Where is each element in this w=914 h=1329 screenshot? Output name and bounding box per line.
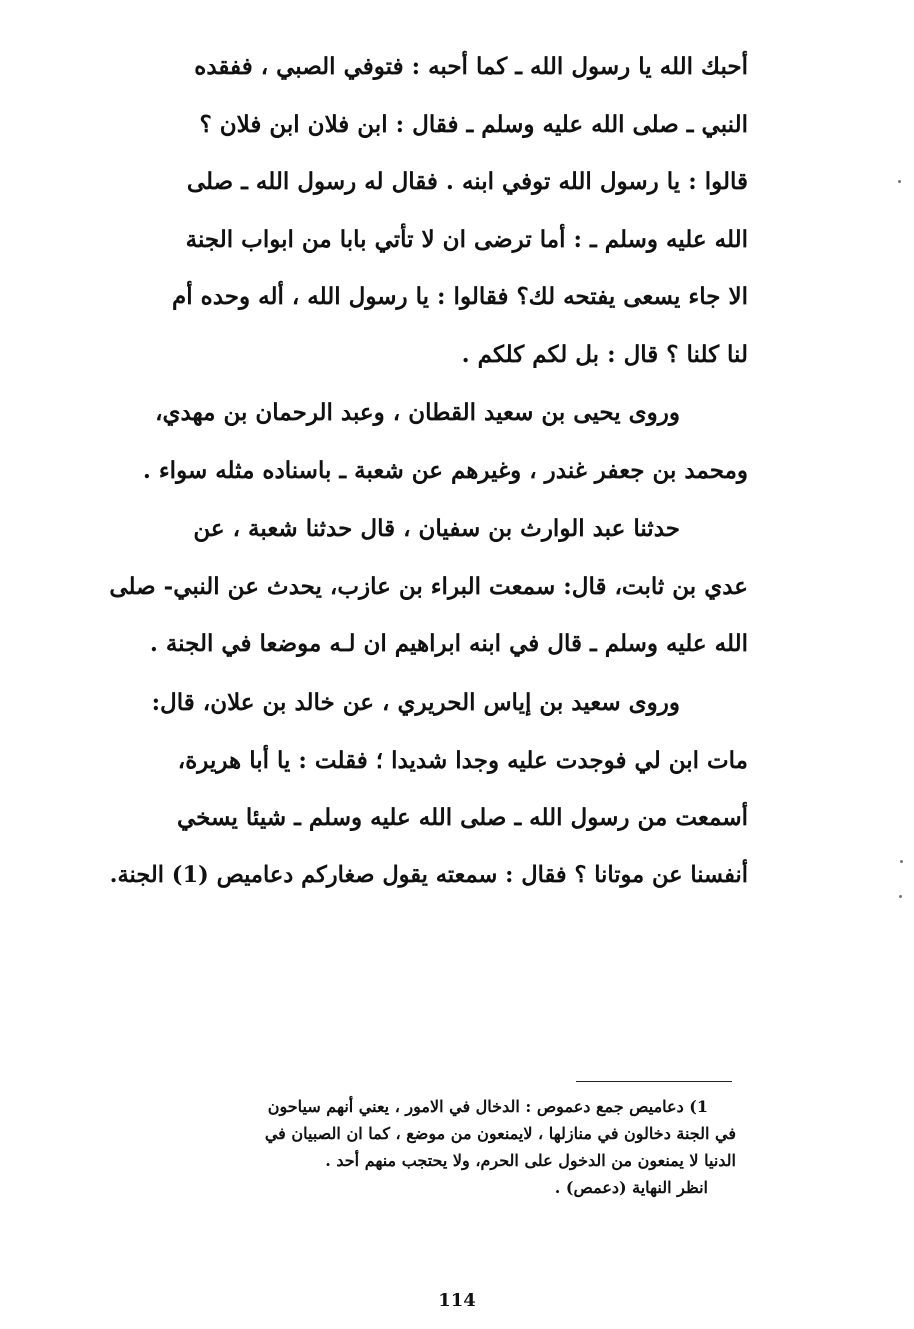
scan-speck	[898, 180, 901, 183]
scan-speck	[900, 860, 903, 863]
paragraph-1	[100, 38, 748, 383]
footnote	[92, 1093, 736, 1201]
text-line: النبي ـ صلى الله عليه وسلم ـ فقال : ابن فلان ابن فلان ؟	[199, 110, 748, 138]
scan-speck	[899, 895, 902, 898]
text-line: أنفسنا عن موتانا ؟ فقال : سمعته يقول صغاركم دعاميص (1) الجنة.	[109, 861, 748, 888]
text-line: أحبك الله يا رسول الله ـ كما أحبه : فتوفي الصبي ، ففقده	[194, 53, 748, 80]
text-line: الله عليه وسلم ـ قال في ابنه ابراهيم ان لـه موضعا في الجنة .	[149, 630, 748, 657]
page-number: 114	[438, 1290, 476, 1311]
text-line: ومحمد بن جعفر غندر ، وغيرهم عن شعبة ـ باسناده مثله سواء .	[142, 456, 748, 484]
paragraph-3	[100, 500, 748, 673]
text-line: مات ابن لي فوجدت عليه وجدا شديدا ؛ فقلت : يا أبا هريرة،	[177, 746, 748, 774]
footnote-line: 1) دعاميص جمع دعموص : الدخال في الامور ، يعني أنهم سياحون	[267, 1097, 708, 1116]
paragraph-4	[100, 674, 748, 904]
text-line: لنا كلنا ؟ قال : بل لكم كلكم .	[461, 340, 748, 368]
footnote-divider	[576, 1081, 732, 1082]
text-line: عدي بن ثابت، قال: سمعت البراء بن عازب، يحدث عن النبي- صلى	[109, 572, 748, 600]
text-line: قالوا : يا رسول الله توفي ابنه . فقال له رسول الله ـ صلى	[186, 168, 748, 195]
footnote-line: انظر النهاية (دعمص) .	[554, 1178, 708, 1197]
footnote-line: في الجنة دخالون في منازلها ، لايمنعون من موضع ، كما ان الصبيان في	[264, 1124, 736, 1143]
text-line: أسمعت من رسول الله ـ صلى الله عليه وسلم ـ شيئا يسخي	[176, 804, 748, 831]
footnote-line: الدنيا لا يمنعون من الدخول على الحرم، ولا يحتجب منهم أحد .	[325, 1151, 736, 1170]
text-line: وروى يحيى بن سعيد القطان ، وعبد الرحمان بن مهدي،	[155, 399, 680, 426]
text-line: حدثنا عبد الوارث بن سفيان ، قال حدثنا شعبة ، عن	[193, 515, 680, 542]
text-line: وروى سعيد بن إياس الحريري ، عن خالد بن علان، قال:	[151, 689, 680, 716]
paragraph-2	[100, 384, 748, 499]
text-line: الله عليه وسلم ـ : أما ترضى ان لا تأتي بابا من ابواب الجنة	[185, 225, 748, 253]
text-line: الا جاء يسعى يفتحه لك؟ فقالوا : يا رسول الله ، أله وحده أم	[172, 283, 748, 310]
